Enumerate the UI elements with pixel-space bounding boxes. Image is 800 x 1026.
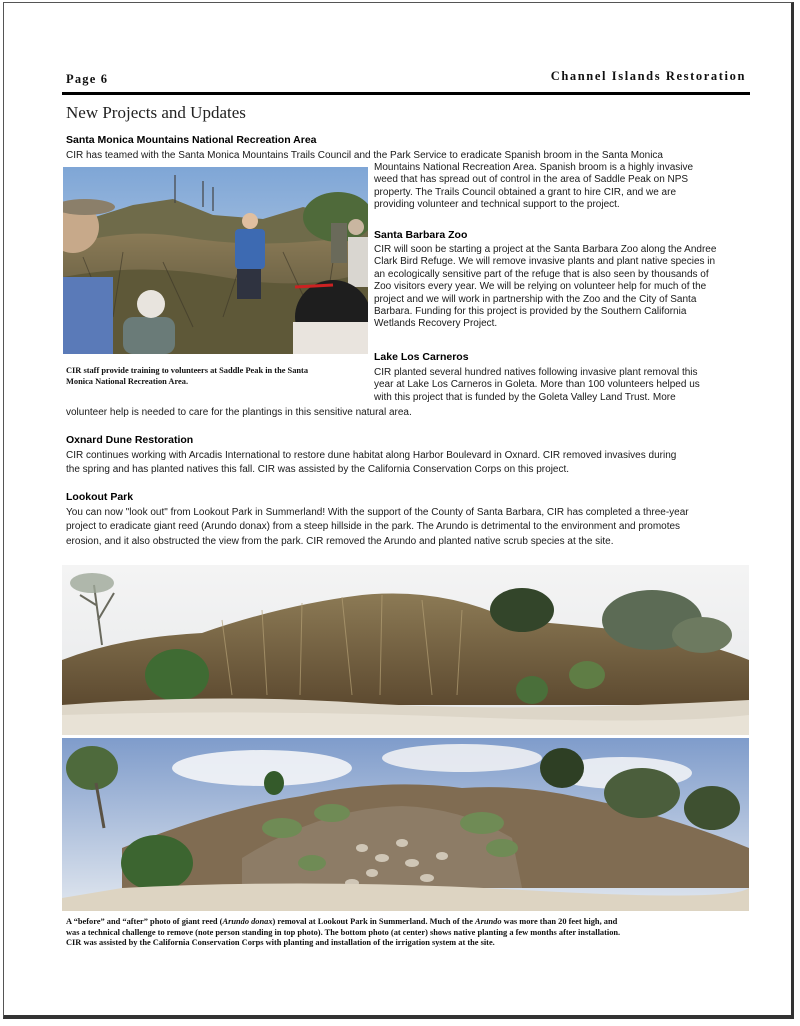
text-line: erosion, and it also obstructed the view from the park. CIR removed the Arundo and planted native scrub species at the site. [66, 535, 614, 547]
text-line: You can now "look out" from Lookout Park in Summerland! With the support of the County of Santa Barbara, CIR has completed a three-year [66, 507, 689, 518]
text-line: CIR planted several hundred natives following invasive plant removal this [374, 367, 698, 378]
caption-lookout-park [66, 917, 750, 949]
heading-santa-monica: Santa Monica Mountains National Recreation Area [66, 134, 317, 146]
heading-lookout-park: Lookout Park [66, 491, 134, 503]
photo-saddle-peak-volunteers [63, 167, 368, 354]
caption-line: was a technical challenge to remove (note person standing in top photo). The bottom photo (at center) shows native planting a few months after installation. [66, 927, 621, 937]
text-line: CIR will soon be starting a project at the Santa Barbara Zoo along the Andree [374, 244, 717, 255]
paragraph-lake-los-carneros [374, 367, 754, 404]
text-line: property. The Trails Council obtained a grant to hire CIR, and we are [374, 186, 677, 198]
caption-line: CIR staff provide training to volunteers at Saddle Peak in the Santa [66, 366, 309, 375]
caption-text: A “before” and “after” photo of giant reed ( [66, 917, 223, 926]
caption-text: ) removal at Lookout Park in Summerland. Much of the [272, 917, 476, 926]
page-title: New Projects and Updates [66, 103, 246, 122]
paragraph-oxnard-dune [66, 450, 756, 477]
text-line: Clark Bird Refuge. We will remove invasive plants and plant native species in [374, 256, 716, 268]
organization-name: Channel Islands Restoration [550, 69, 746, 83]
text-line: providing volunteer and technical support to the project. [374, 199, 620, 211]
caption-line [66, 917, 750, 928]
page-header [62, 66, 750, 95]
text-line: with this project that is funded by the Goleta Valley Land Trust. More [374, 391, 676, 403]
text-line: an ecologically sensitive part of the refuge that is also seen by thousands of [374, 268, 709, 280]
photo-lookout-park-after [62, 738, 749, 911]
text-line: Wetlands Recovery Project. [374, 318, 498, 330]
text-line: project to eradicate giant reed (Arundo donax) from a steep hillside in the park. The Arundo is detrimental to the environment and promotes [66, 521, 681, 533]
text-line: Zoo visitors every year. We will be relying on volunteer help for much of the [374, 281, 707, 293]
text-line: weed that has spread out of control in the area of Saddle Peak on NPS [374, 174, 689, 186]
paragraph-santa-monica-rest [374, 162, 754, 212]
text-line: Barbara. Funding for this project is provided by the Southern California [374, 306, 687, 318]
heading-oxnard-dune: Oxnard Dune Restoration [66, 434, 194, 446]
caption-italic: Arundo [475, 917, 502, 926]
caption-saddle-peak [66, 366, 366, 387]
text-line: project and we will work in partnership with the Zoo and the City of Santa [374, 293, 697, 305]
photo-lookout-park-before [62, 565, 749, 735]
caption-text: was more than 20 feet high, and [501, 917, 618, 926]
caption-line: Monica National Recreation Area. [66, 376, 189, 386]
text-line: year at Lake Los Carneros in Goleta. More than 100 volunteers helped us [374, 379, 700, 391]
paragraph-santa-barbara-zoo [374, 244, 754, 331]
text-line: CIR continues working with Arcadis International to restore dune habitat along Harbor Boulevard in Oxnard. CIR removed invasives during [66, 450, 677, 461]
heading-santa-barbara-zoo: Santa Barbara Zoo [374, 229, 468, 241]
page-number: Page 6 [66, 72, 109, 86]
caption-line: CIR was assisted by the California Conservation Corps with planting and installation of the irrigation system at the site. [66, 938, 495, 948]
text-line: Mountains National Recreation Area. Spanish broom is a highly invasive [374, 162, 694, 173]
caption-italic: Arundo donax [222, 917, 273, 926]
paragraph-lake-los-carneros-last: volunteer help is needed to care for the plantings in this sensitive natural area. [66, 407, 412, 418]
paragraph-santa-monica-line-1: CIR has teamed with the Santa Monica Mountains Trails Council and the Park Service to eradicate Spanish broom in the Santa Monica [66, 150, 663, 161]
heading-lake-los-carneros: Lake Los Carneros [374, 351, 469, 363]
paragraph-lookout-park [66, 507, 756, 548]
text-line: the spring and has planted natives this fall. CIR was assisted by the California Conservation Corps on this project. [66, 464, 570, 476]
